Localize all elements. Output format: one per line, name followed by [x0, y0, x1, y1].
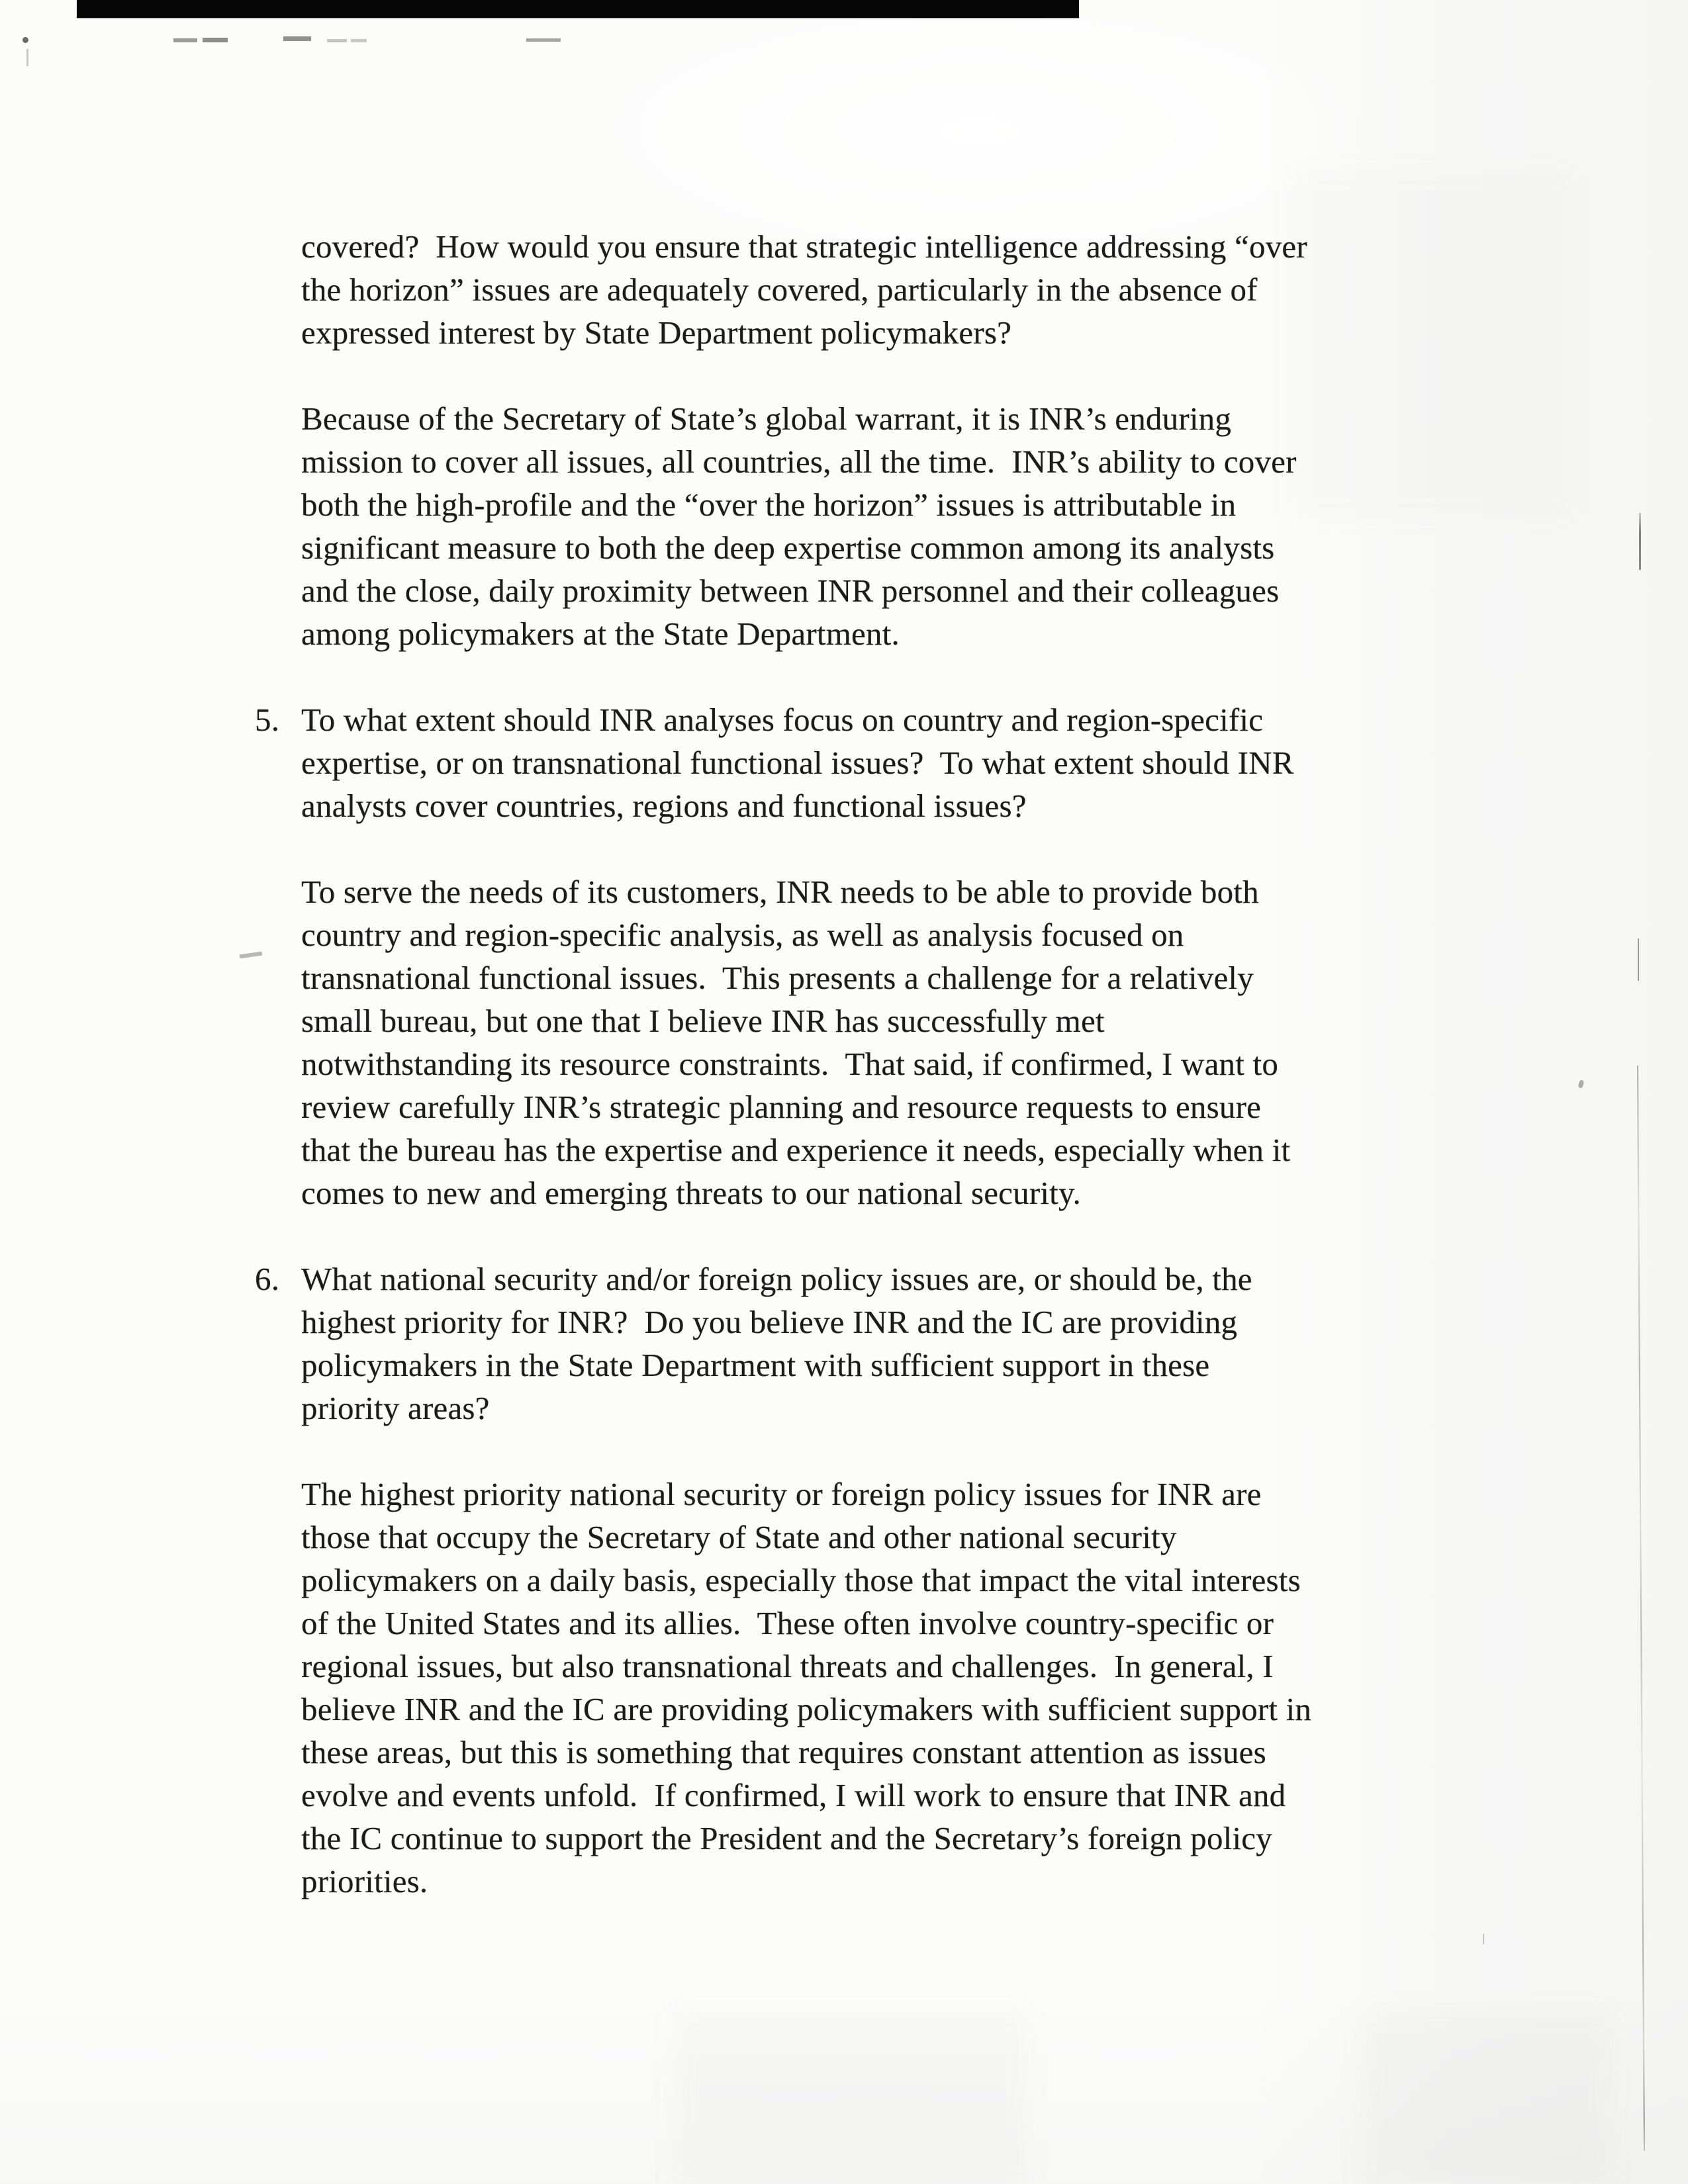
text-line: covered? How would you ensure that strategic intelligence addressing “over: [301, 228, 1307, 265]
scan-artifact-tick: [1639, 513, 1641, 570]
scan-shading: [1364, 2012, 1609, 2184]
scan-artifact-dash: [351, 39, 367, 42]
text-line: transnational functional issues. This presents a challenge for a relatively: [301, 960, 1254, 996]
text-line: believe INR and the IC are providing policymakers with sufficient support in: [301, 1691, 1312, 1727]
text-line: those that occupy the Secretary of State and other national security: [301, 1519, 1177, 1555]
text-line: expressed interest by State Department policymakers?: [301, 314, 1012, 351]
scan-artifact-dash: [240, 952, 263, 959]
paragraph: [301, 225, 1532, 354]
text-line: small bureau, but one that I believe INR has successfully met: [301, 1003, 1105, 1039]
top-redaction-bar: [77, 0, 1079, 18]
scan-artifact-dash: [203, 38, 228, 42]
text-line: analysts cover countries, regions and functional issues?: [301, 788, 1027, 824]
scan-artifact-tick: [1638, 938, 1639, 981]
text-line: notwithstanding its resource constraints. That said, if confirmed, I want to: [301, 1046, 1279, 1082]
paragraph: [301, 1473, 1532, 1903]
numbered-paragraph: [255, 698, 1532, 827]
text-line: policymakers in the State Department with sufficient support in these: [301, 1347, 1210, 1383]
list-number: 6.: [255, 1261, 280, 1297]
scan-artifact-dot: [23, 37, 28, 43]
text-line: these areas, but this is something that requires constant attention as issues: [301, 1734, 1266, 1770]
text-line: both the high-profile and the “over the horizon” issues is attributable in: [301, 486, 1237, 523]
text-line: and the close, daily proximity between INR personnel and their colleagues: [301, 572, 1280, 609]
scan-artifact-mark: [26, 49, 28, 66]
text-line: regional issues, but also transnational threats and challenges. In general, I: [301, 1648, 1274, 1684]
text-line: policymakers on a daily basis, especially those that impact the vital interests: [301, 1562, 1301, 1598]
text-line: among policymakers at the State Department.: [301, 615, 900, 652]
scan-shading: [675, 2012, 1026, 2184]
text-line: comes to new and emerging threats to our national security.: [301, 1175, 1081, 1211]
text-line: evolve and events unfold. If confirmed, I will work to ensure that INR and: [301, 1777, 1286, 1813]
text-line: To serve the needs of its customers, INR needs to be able to provide both: [301, 874, 1259, 910]
paragraph: [301, 870, 1532, 1214]
scan-artifact-dash: [173, 38, 197, 42]
text-line: To what extent should INR analyses focus on country and region-specific: [301, 702, 1264, 738]
text-line: review carefully INR’s strategic planning and resource requests to ensure: [301, 1089, 1262, 1125]
numbered-paragraph: [255, 1257, 1532, 1430]
list-number: 5.: [255, 702, 280, 738]
scan-artifact-dash: [526, 38, 561, 42]
text-line: highest priority for INR? Do you believe INR and the IC are providing: [301, 1304, 1238, 1340]
scan-artifact-speck: [1578, 1079, 1585, 1088]
text-line: priorities.: [301, 1863, 428, 1899]
scan-artifact-dash: [327, 39, 347, 42]
text-line: mission to cover all issues, all countries, all the time. INR’s ability to cover: [301, 443, 1297, 480]
text-line: country and region-specific analysis, as well as analysis focused on: [301, 917, 1184, 953]
text-line: Because of the Secretary of State’s global warrant, it is INR’s enduring: [301, 400, 1232, 437]
text-line: that the bureau has the expertise and experience it needs, especially when it: [301, 1132, 1291, 1168]
text-line: What national security and/or foreign policy issues are, or should be, the: [301, 1261, 1252, 1297]
scan-artifact-dash: [283, 36, 311, 41]
scan-artifact-tick: [1483, 1934, 1484, 1944]
text-line: expertise, or on transnational functional issues? To what extent should INR: [301, 745, 1294, 781]
text-line: the IC continue to support the President and the Secretary’s foreign policy: [301, 1820, 1272, 1856]
text-line: the horizon” issues are adequately covered, particularly in the absence of: [301, 271, 1258, 308]
text-line: priority areas?: [301, 1390, 490, 1426]
text-line: of the United States and its allies. These often involve country-specific or: [301, 1605, 1274, 1641]
paragraph: [301, 397, 1532, 655]
scan-artifact-edge-line: [1637, 1066, 1645, 2151]
text-line: The highest priority national security or foreign policy issues for INR are: [301, 1476, 1262, 1512]
text-line: significant measure to both the deep expertise common among its analysts: [301, 529, 1275, 566]
document-body: [255, 225, 1532, 1903]
